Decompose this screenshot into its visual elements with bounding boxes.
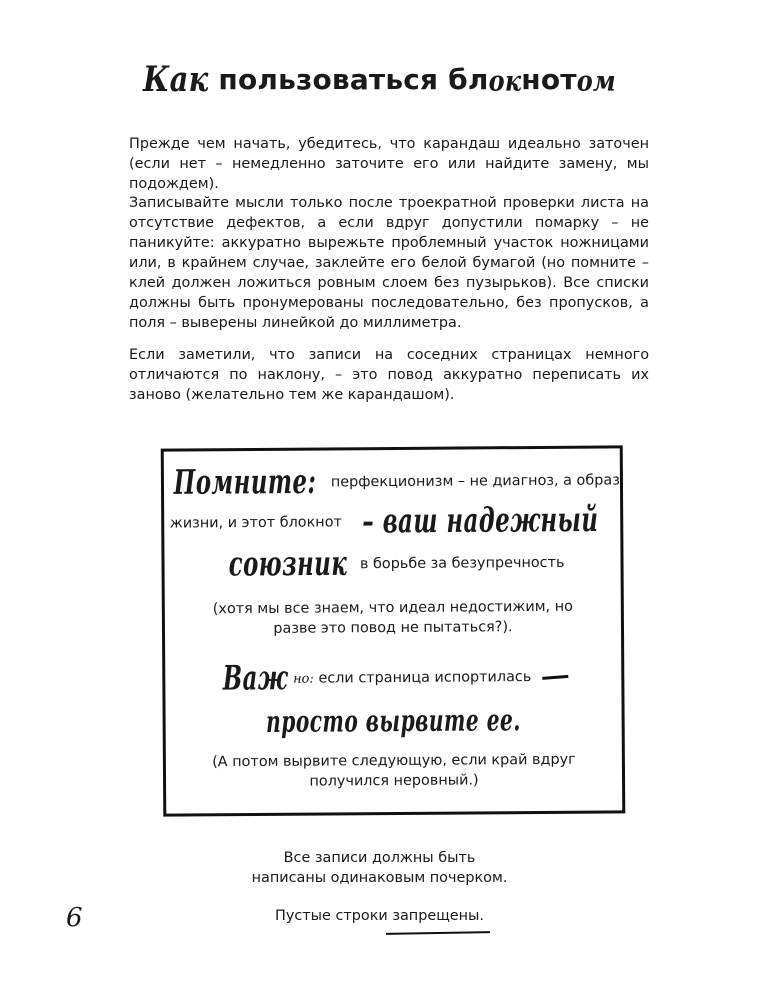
hand-drawn-frame xyxy=(161,445,626,816)
frame-line-important xyxy=(165,659,621,699)
frame-paren2-line-1: (А потом вырвите следующую, если край вдруг xyxy=(212,751,576,771)
remember-text: перфекционизм – не диагноз, а образ xyxy=(326,472,620,491)
frame-line-ally xyxy=(164,544,620,585)
bottom-line-3-prefix: Пустые строки xyxy=(275,908,393,924)
important-word: Важ xyxy=(223,659,289,699)
important-text: если страница испортилась xyxy=(313,669,536,687)
dash-mark xyxy=(542,674,568,679)
frame-line-remember xyxy=(164,463,620,504)
title-regular-part-2: нот xyxy=(521,63,577,96)
title-hand-part-3: ом xyxy=(576,63,616,98)
bottom-line-1: Все записи должны быть xyxy=(283,850,476,866)
intro-paragraph-3: Если заметили, что записи на соседних страницах немного отличаются по наклону, – это повод аккуратно переписать их заново (желательно тем же карандашом). xyxy=(129,347,649,403)
notebook-text: жизни, и этот блокнот xyxy=(169,514,347,532)
frame-paren-line-2: разве это повод не пытаться?). xyxy=(273,619,513,637)
tear-out-script: просто вырвите ее. xyxy=(266,702,522,740)
bottom-line-3 xyxy=(0,906,759,926)
frame-line-notebook xyxy=(164,501,620,542)
page-number: 6 xyxy=(66,903,83,933)
intro-paragraph-1: Прежде чем начать, убедитесь, что карандаш идеально заточен (если нет – немедленно заточите его или найдите замену, мы подождем). xyxy=(129,136,649,192)
title-hand-part-1: Как xyxy=(143,58,209,100)
remember-word: Помните: xyxy=(173,463,317,504)
page-title xyxy=(0,58,759,100)
reliable-script: – ваш надежный xyxy=(362,501,599,542)
ally-script: союзник xyxy=(228,544,348,585)
ally-text: в борьбе за безупречность xyxy=(355,554,565,573)
forbidden-word: запрещены. xyxy=(392,908,484,924)
frame-paren2-line-2: получился неровный.) xyxy=(309,772,479,790)
frame-line-tear-out xyxy=(166,702,622,740)
important-word-tail: но: xyxy=(293,671,314,687)
title-regular-part: пользоваться бл xyxy=(208,63,489,96)
bottom-line-2: написаны одинаковым почерком. xyxy=(251,870,508,886)
intro-paragraph-2: Записывайте мысли только после троекратной проверки листа на отсутствие дефектов, а если вдруг допустили помарку – не паникуйте: аккуратно вырежьте проблемный участок ножницами или, в крайнем случае, заклейте его белой бумагой (но помните – клей должен ложиться ровным слоем без пузырьков). Все списки должны быть пронумерованы последовательно, без пропусков, а поля – выверены линейкой до миллиметра. xyxy=(129,195,649,331)
title-hand-part-2: ок xyxy=(488,63,522,98)
frame-paren-line-1: (хотя мы все знаем, что идеал недостижим, но xyxy=(212,598,573,618)
